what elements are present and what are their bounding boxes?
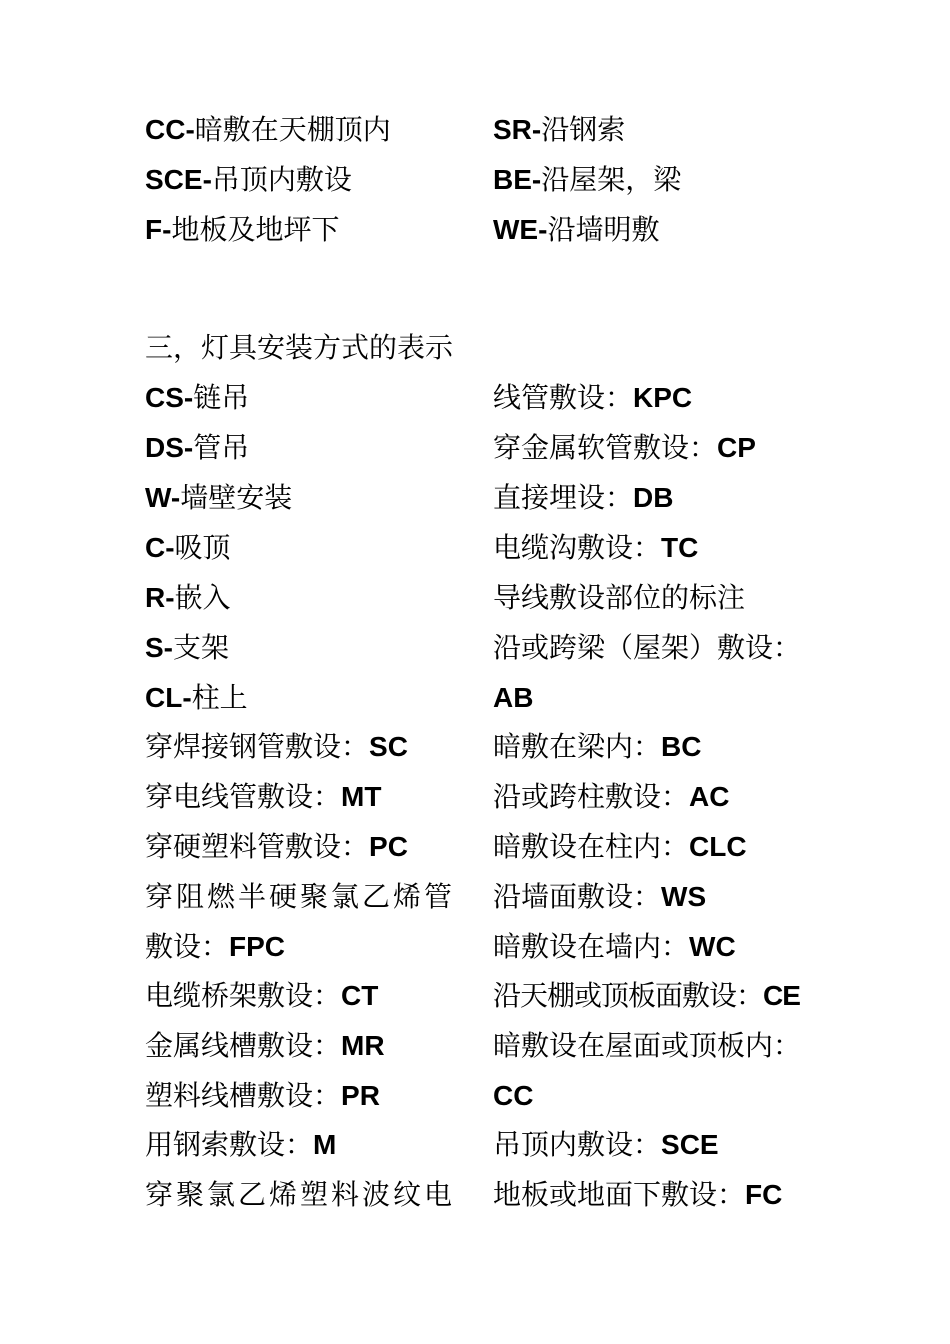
desc-label: 沿或跨梁（屋架）敷设： (493, 631, 802, 664)
code-label: S- (145, 632, 173, 663)
code-label: M (313, 1129, 337, 1160)
desc-label: 穿阻燃半硬聚氯乙烯管 (145, 880, 456, 913)
code-label: WS (661, 881, 707, 912)
desc-label: 吊顶内敷设 (211, 163, 352, 196)
desc-label: 吸顶 (174, 531, 231, 564)
desc-label: 管吊 (193, 431, 250, 464)
list-item (145, 779, 381, 815)
code-label: SC (369, 731, 408, 762)
code-label: BC (661, 731, 702, 762)
desc-label: 柱上 (191, 681, 248, 714)
code-label: CS- (145, 382, 194, 413)
code-label: CL- (145, 682, 192, 713)
desc-label: 电缆桥架敷设： (145, 979, 342, 1012)
code-label: PC (369, 831, 408, 862)
list-item (493, 978, 800, 1014)
code-label: FC (745, 1179, 783, 1210)
list-item (493, 630, 801, 666)
code-label: F- (145, 214, 172, 245)
code-label: SR- (493, 114, 542, 145)
list-item (493, 729, 701, 765)
desc-label: 穿聚氯乙烯塑料波纹电 (145, 1178, 456, 1211)
list-item (145, 729, 408, 765)
list-item (493, 929, 736, 965)
code-label: CE (763, 980, 800, 1011)
list-item (493, 829, 747, 865)
code-label: BE- (493, 164, 542, 195)
code-label: R- (145, 582, 175, 613)
desc-label: 沿墙明敷 (547, 213, 660, 246)
list-item (145, 212, 339, 248)
desc-label: 墙壁安装 (180, 481, 293, 514)
desc-label: 沿屋架，梁 (541, 163, 682, 196)
list-item (145, 430, 249, 466)
code-label: SCE (661, 1129, 719, 1160)
code-label: WC (689, 931, 736, 962)
list-item (493, 1177, 782, 1213)
desc-label: 穿硬塑料管敷设： (145, 830, 370, 863)
code-label: DS- (145, 432, 194, 463)
list-item (493, 480, 673, 516)
desc-label: 暗敷在梁内： (493, 730, 662, 763)
code-label: W- (145, 482, 181, 513)
desc-label: 导线敷设部位的标注 (493, 581, 746, 614)
list-item (145, 480, 292, 516)
list-item (493, 430, 756, 466)
desc-label: 穿电线管敷设： (145, 780, 342, 813)
code-label: PR (341, 1080, 380, 1111)
code-label: CT (341, 980, 379, 1011)
code-label: CC- (145, 114, 195, 145)
section-title: 三，灯具安装方式的表示 (145, 331, 454, 364)
list-item (145, 829, 408, 865)
list-item (145, 380, 249, 416)
list-item (145, 929, 285, 965)
list-item (493, 1078, 533, 1114)
code-label: MT (341, 781, 382, 812)
code-label: KPC (633, 382, 693, 413)
code-label: AB (493, 682, 534, 713)
desc-label: 电缆沟敷设： (493, 531, 662, 564)
desc-label: 链吊 (193, 381, 250, 414)
list-item (145, 162, 352, 198)
list-item (493, 162, 681, 198)
list-item (145, 630, 229, 666)
list-item (145, 580, 231, 616)
desc-label: 沿钢索 (541, 113, 626, 146)
list-item (145, 1028, 385, 1064)
list-item (493, 112, 625, 148)
desc-label: 用钢索敷设： (145, 1128, 314, 1161)
desc-label: 地板或地面下敷设： (493, 1178, 746, 1211)
list-item (145, 1127, 336, 1163)
desc-label: 塑料线槽敷设： (145, 1079, 342, 1112)
code-label: WE- (493, 214, 548, 245)
list-item (145, 879, 455, 915)
desc-label: 沿墙面敷设： (493, 880, 662, 913)
code-label: CLC (689, 831, 747, 862)
list-item (493, 380, 692, 416)
list-item (493, 879, 706, 915)
desc-label: 暗敷在天棚顶内 (194, 113, 391, 146)
desc-label: 敷设： (145, 930, 230, 963)
desc-label: 线管敷设： (493, 381, 634, 414)
desc-label: 穿金属软管敷设： (493, 431, 718, 464)
desc-label: 暗敷设在墙内： (493, 930, 690, 963)
code-label: SCE- (145, 164, 212, 195)
desc-label: 穿焊接钢管敷设： (145, 730, 370, 763)
code-label: CP (717, 432, 756, 463)
code-label: MR (341, 1030, 385, 1061)
list-item (493, 1028, 801, 1064)
desc-label: 沿或跨柱敷设： (493, 780, 690, 813)
desc-label: 沿天棚或顶板面敷设： (493, 979, 764, 1012)
list-item (145, 680, 248, 716)
desc-label: 支架 (173, 631, 230, 664)
code-label: C- (145, 532, 175, 563)
desc-label: 直接埋设： (493, 481, 634, 514)
desc-label: 地板及地坪下 (171, 213, 340, 246)
list-item (493, 580, 745, 616)
desc-label: 暗敷设在柱内： (493, 830, 690, 863)
desc-label: 金属线槽敷设： (145, 1029, 342, 1062)
list-item (493, 212, 659, 248)
code-label: DB (633, 482, 674, 513)
list-item (145, 112, 391, 148)
code-label: FPC (229, 931, 286, 962)
code-label: AC (689, 781, 730, 812)
desc-label: 暗敷设在屋面或顶板内： (493, 1029, 802, 1062)
list-item (145, 530, 231, 566)
list-item (493, 779, 729, 815)
desc-label: 吊顶内敷设： (493, 1128, 662, 1161)
desc-label: 嵌入 (174, 581, 231, 614)
code-label: CC (493, 1080, 534, 1111)
list-item (493, 1127, 719, 1163)
list-item (493, 680, 533, 716)
list-item (493, 530, 698, 566)
list-item (145, 1078, 380, 1114)
list-item (145, 1177, 455, 1213)
list-item (145, 978, 378, 1014)
code-label: TC (661, 532, 699, 563)
